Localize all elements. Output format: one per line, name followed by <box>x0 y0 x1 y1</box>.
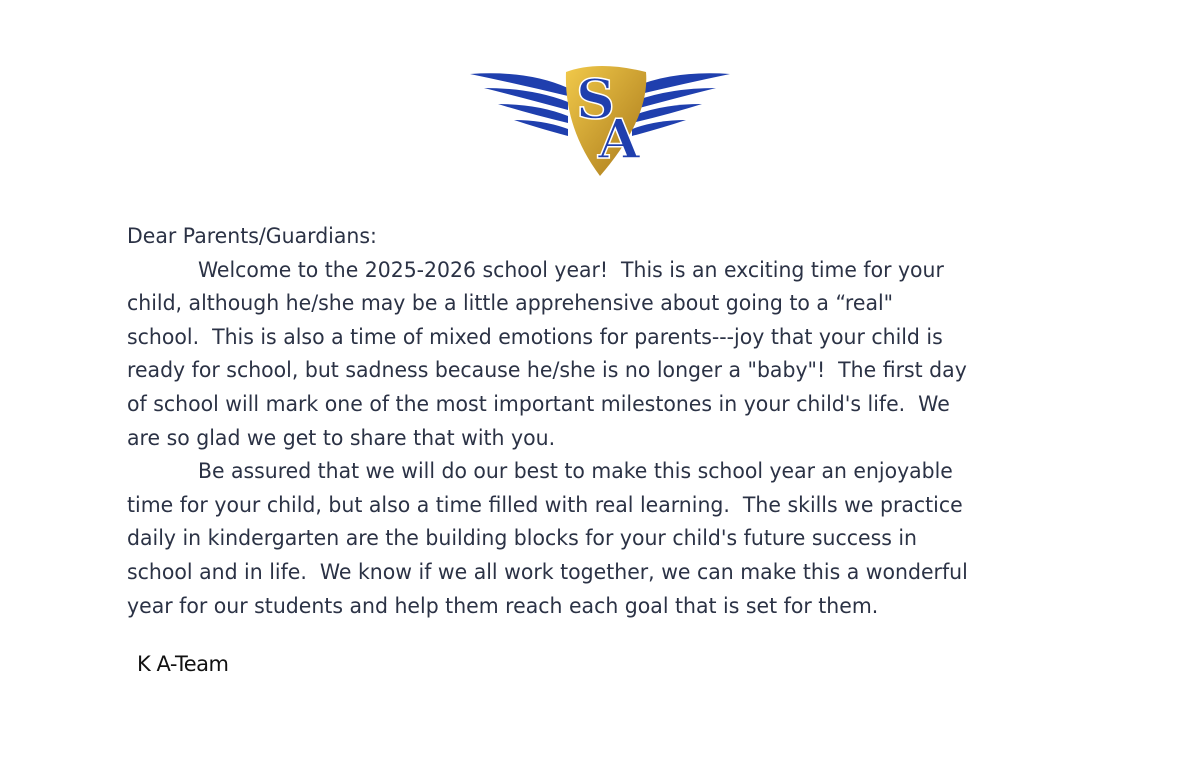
letter-body <box>127 220 1087 623</box>
paragraph-line: Welcome to the 2025-2026 school year! This is an exciting time for your <box>197 257 944 282</box>
paragraph-line: daily in kindergarten are the building blocks for your child's future success in <box>127 526 918 551</box>
salutation: Dear Parents/Guardians: <box>127 224 377 248</box>
svg-text:S: S <box>576 67 615 131</box>
paragraph-line: school. This is also a time of mixed emotions for parents---joy that your child is <box>127 324 943 349</box>
paragraph-line: ready for school, but sadness because he/she is no longer a "baby"! The first day <box>127 358 967 383</box>
wing-left-icon <box>470 73 568 136</box>
svg-text:A: A <box>598 107 640 171</box>
paragraph-line: Be assured that we will do our best to make this school year an enjoyable <box>197 459 953 484</box>
paragraph-line: of school will mark one of the most important milestones in your child's life. We <box>127 391 950 416</box>
signature: K A-Team <box>137 652 229 676</box>
paragraph-line: are so glad we get to share that with you. <box>127 425 556 450</box>
school-logo <box>468 58 732 180</box>
paragraph-line: school and in life. We know if we all work together, we can make this a wonderful <box>127 559 968 584</box>
paragraph-line: year for our students and help them reach each goal that is set for them. <box>127 593 879 618</box>
paragraph-line: time for your child, but also a time filled with real learning. The skills we practice <box>127 492 963 517</box>
wing-right-icon <box>632 73 730 136</box>
paragraph-line: child, although he/she may be a little apprehensive about going to a “real" <box>127 291 894 316</box>
